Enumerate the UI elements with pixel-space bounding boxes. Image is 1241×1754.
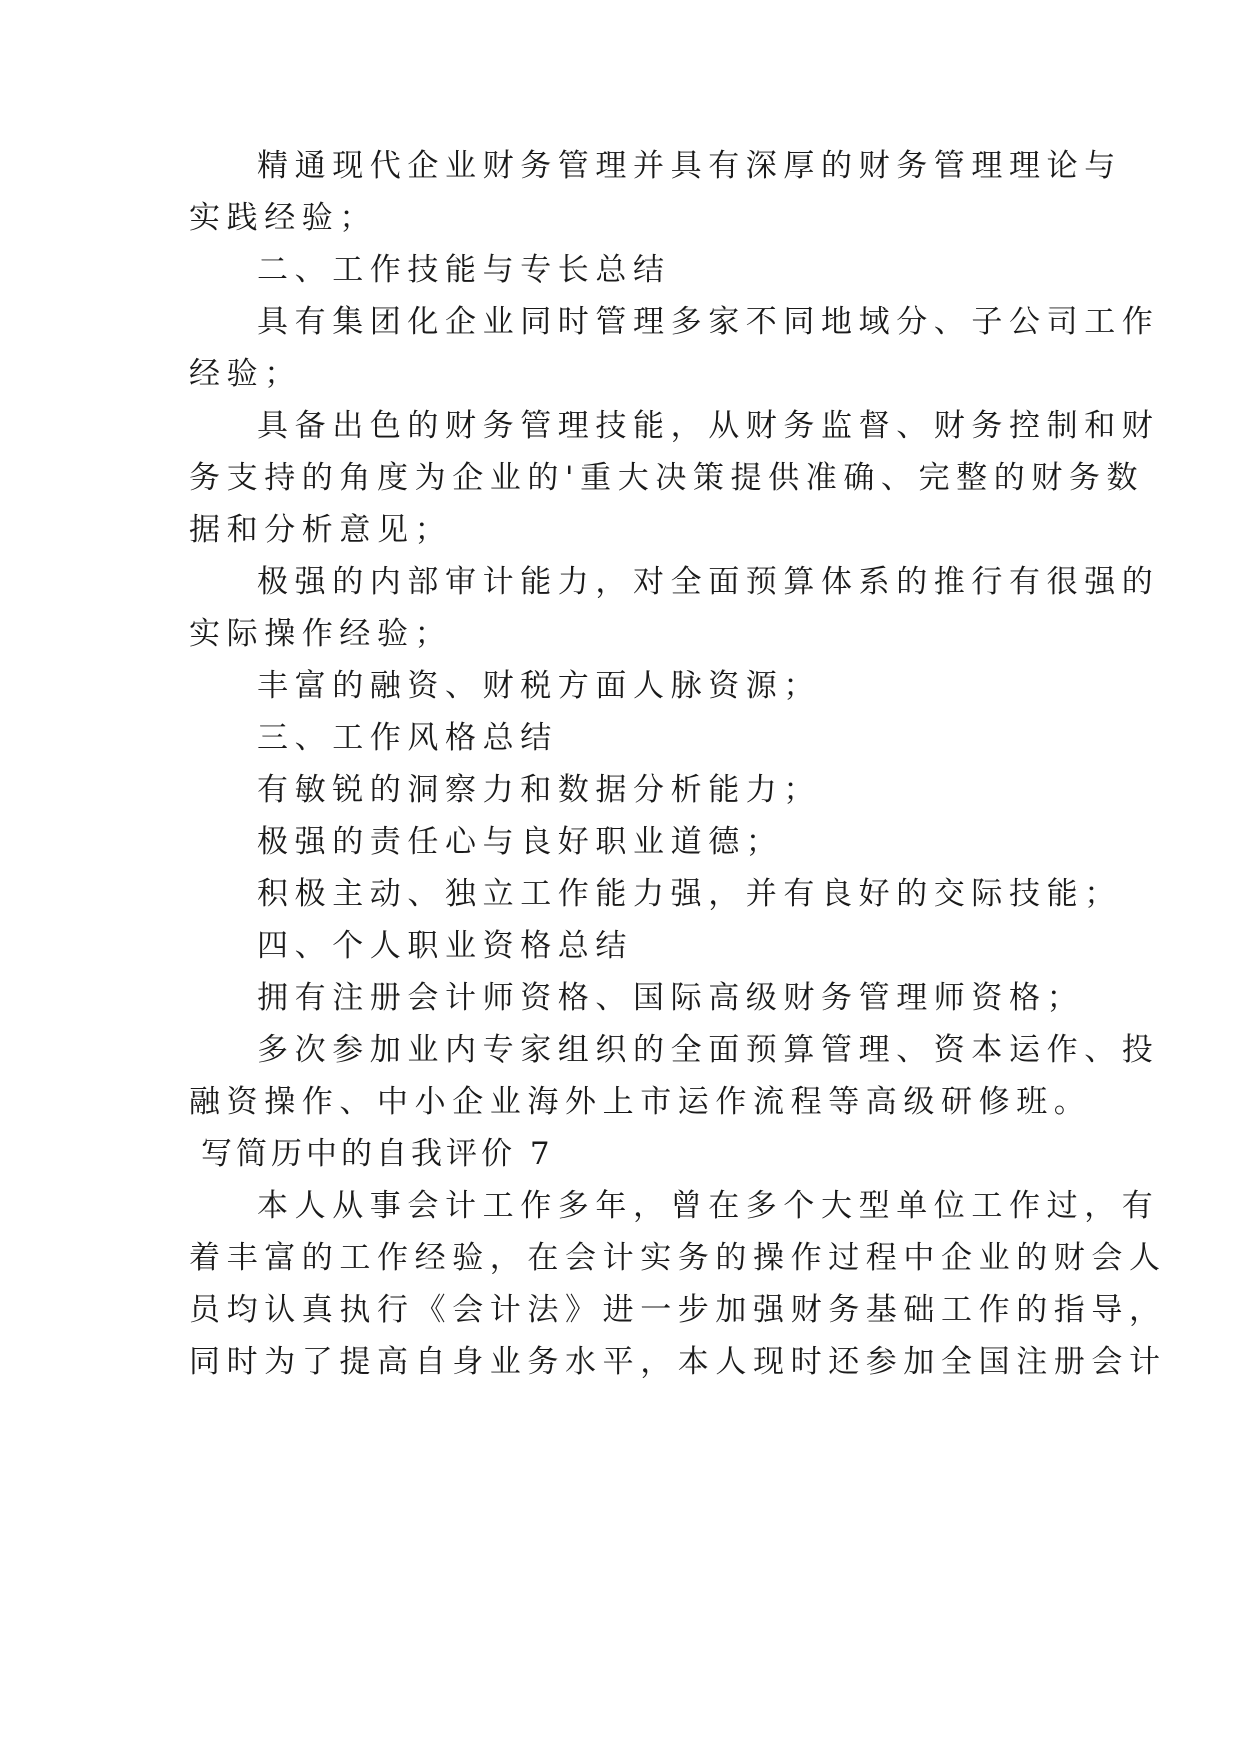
paragraph-line: 本人从事会计工作多年，曾在多个大型单位工作过，有 [257, 1188, 1160, 1224]
section-heading: 三、工作风格总结 [257, 720, 558, 756]
paragraph-line: 融资操作、中小企业海外上市运作流程等高级研修班。 [189, 1084, 1092, 1120]
paragraph-line: 经验； [189, 356, 302, 392]
section-heading: 二、工作技能与专长总结 [257, 252, 671, 288]
section-heading: 四、个人职业资格总结 [257, 928, 633, 964]
paragraph-line: 有敏锐的洞察力和数据分析能力； [257, 772, 821, 808]
paragraph-line: 员均认真执行《会计法》进一步加强财务基础工作的指导， [189, 1292, 1167, 1328]
paragraph-line: 积极主动、独立工作能力强，并有良好的交际技能； [257, 876, 1122, 912]
paragraph-line: 同时为了提高自身业务水平，本人现时还参加全国注册会计 [189, 1344, 1167, 1380]
paragraph-line: 具有集团化企业同时管理多家不同地域分、子公司工作 [257, 304, 1160, 340]
paragraph-line: 极强的内部审计能力，对全面预算体系的推行有很强的 [257, 564, 1160, 600]
paragraph-line: 极强的责任心与良好职业道德； [257, 824, 784, 860]
paragraph-line: 拥有注册会计师资格、国际高级财务管理师资格； [257, 980, 1085, 1016]
paragraph-line: 据和分析意见； [189, 512, 453, 548]
paragraph-line: 实际操作经验； [189, 616, 453, 652]
paragraph-line: 多次参加业内专家组织的全面预算管理、资本运作、投 [257, 1032, 1160, 1068]
paragraph-line: 丰富的融资、财税方面人脉资源； [257, 668, 821, 704]
paragraph-line: 精通现代企业财务管理并具有深厚的财务管理理论与 [257, 148, 1122, 184]
paragraph-line: 具备出色的财务管理技能，从财务监督、财务控制和财 [257, 408, 1160, 444]
paragraph-line: 实践经验； [189, 200, 377, 236]
paragraph-line: 务支持的角度为企业的'重大决策提供准确、完整的财务数 [189, 460, 1145, 496]
document-heading: 写简历中的自我评价 7 [201, 1136, 554, 1172]
paragraph-line: 着丰富的工作经验，在会计实务的操作过程中企业的财会人 [189, 1240, 1167, 1276]
